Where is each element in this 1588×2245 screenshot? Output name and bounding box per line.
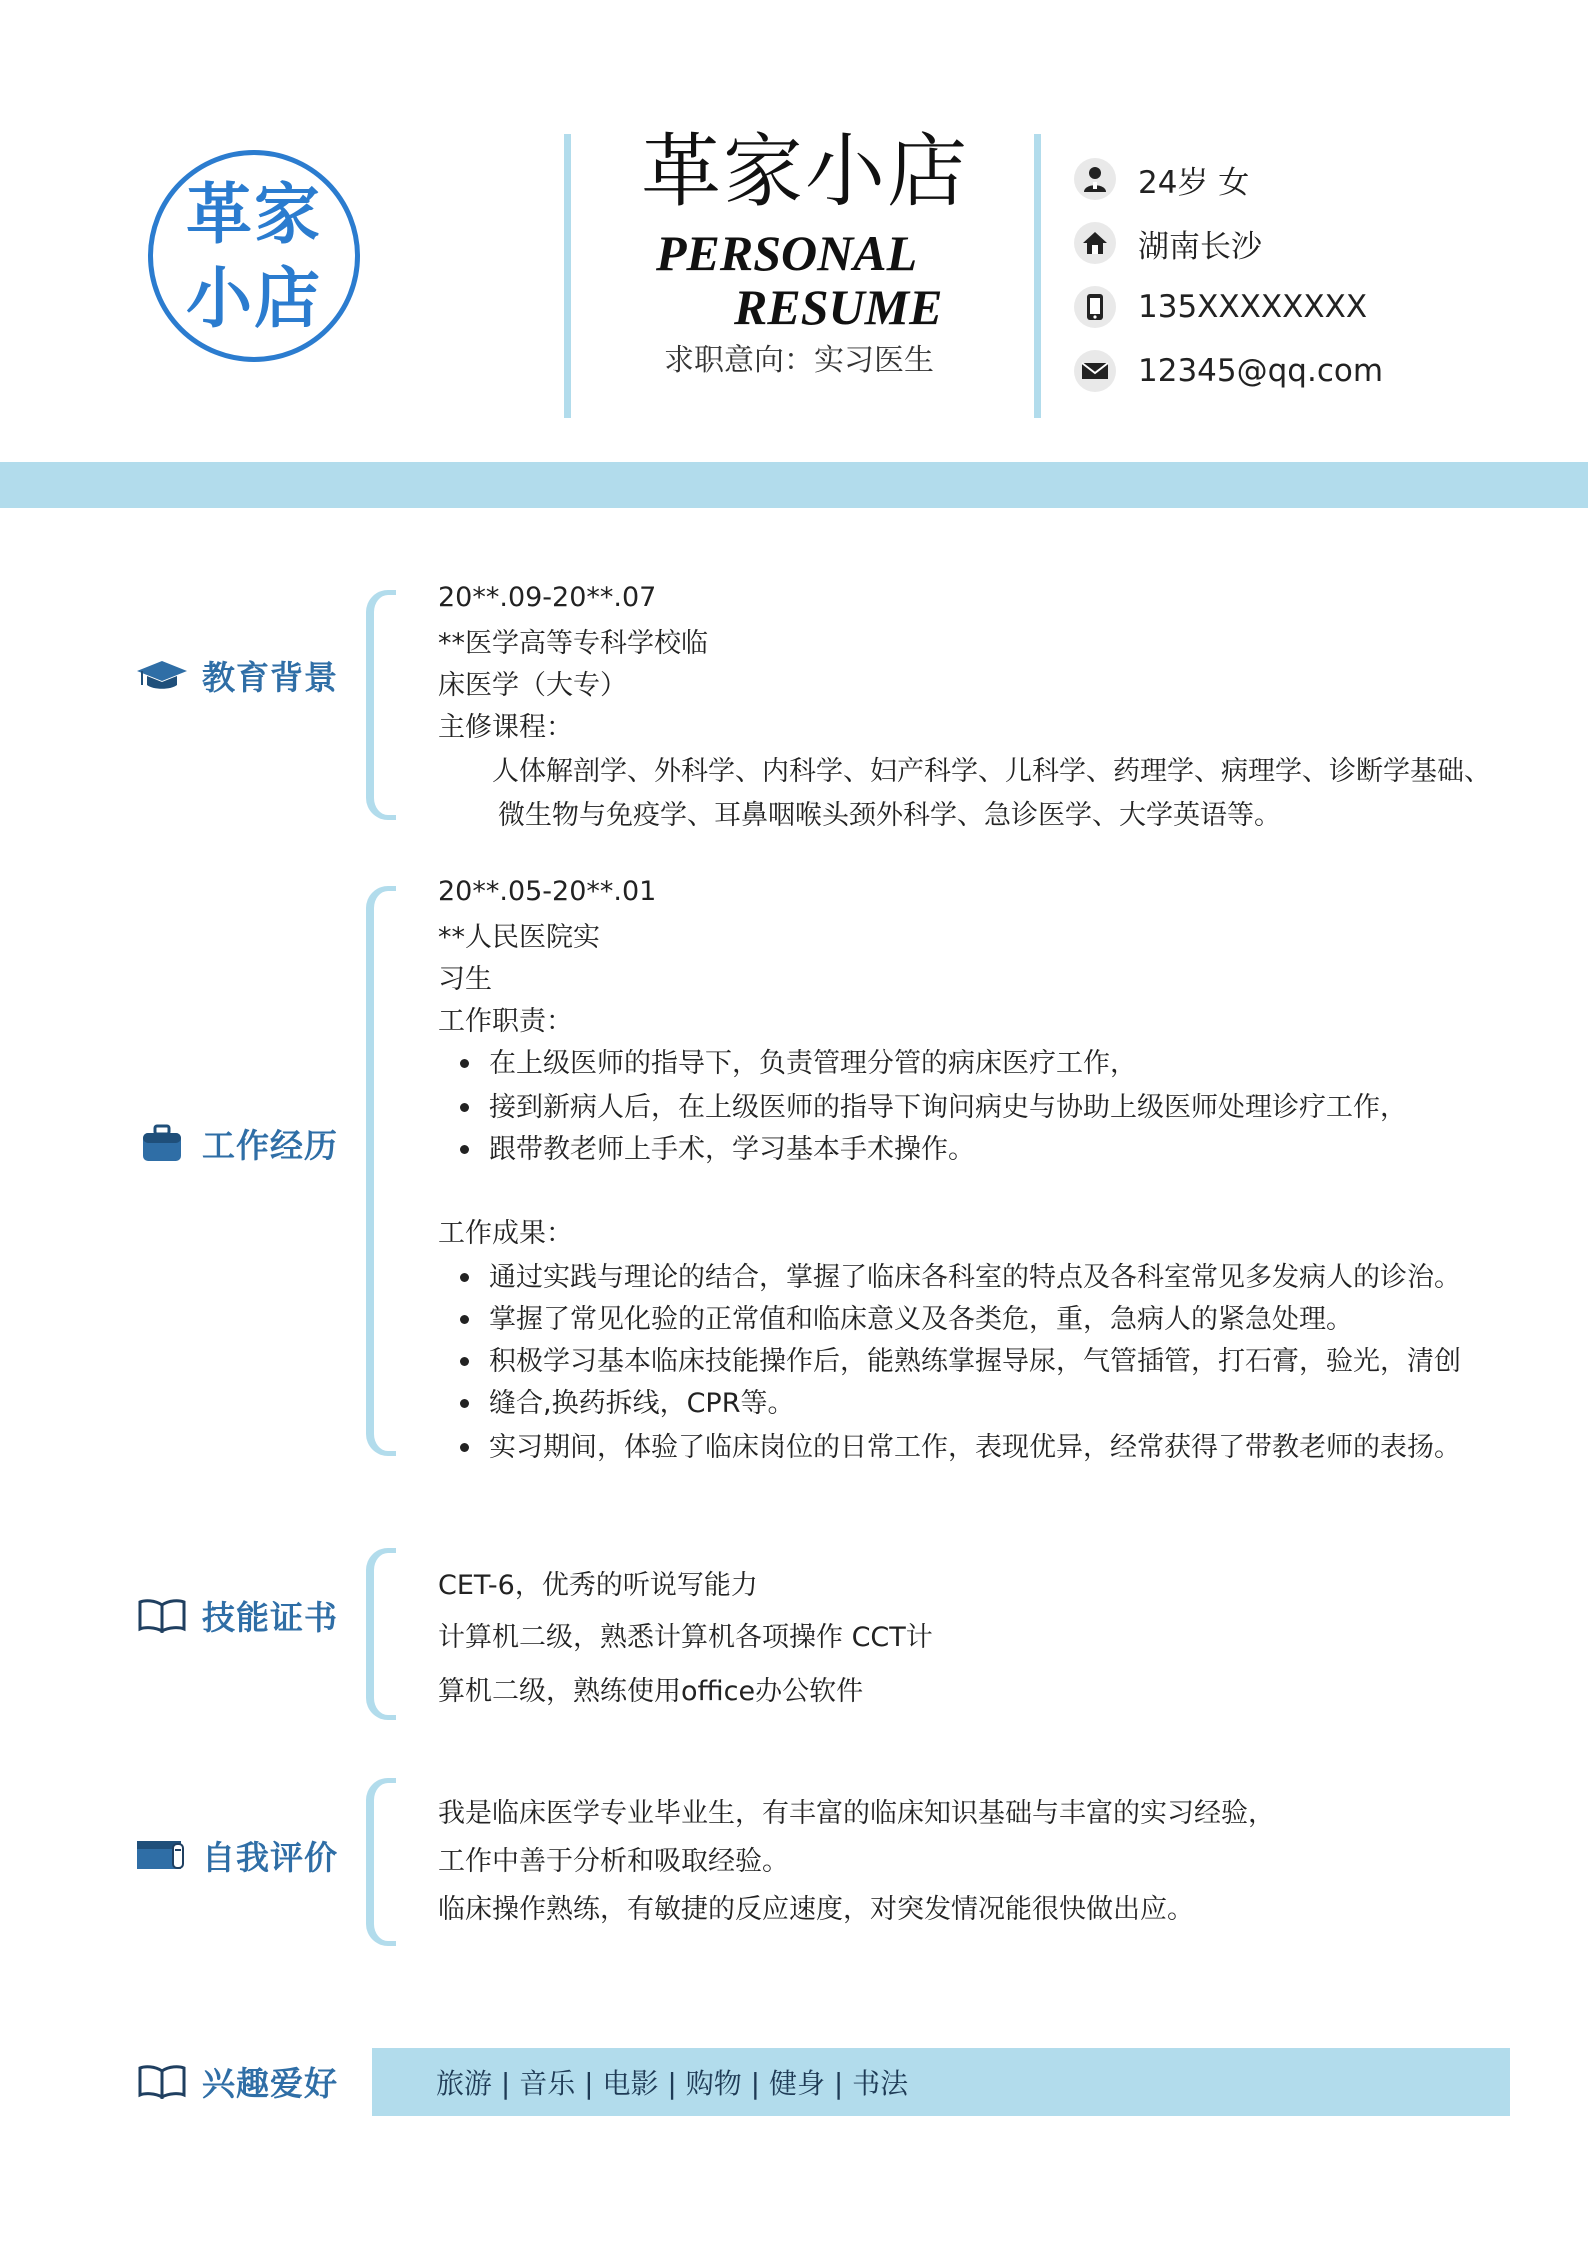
hobbies-band [372, 2048, 1510, 2116]
skill-item: 计算机二级，熟悉计算机各项操作 CCT计 [438, 1622, 933, 1653]
work-date: 20**.05-20**.01 [438, 876, 657, 907]
self-eval-line: 工作中善于分析和吸取经验。 [438, 1846, 789, 1877]
education-courses: 微生物与免疫学、耳鼻咽喉头颈外科学、急诊医学、大学英语等。 [498, 800, 1281, 831]
contact-text: 湖南长沙 [1138, 228, 1262, 265]
self-eval-line: 临床操作熟练，有敏捷的反应速度，对突发情况能很快做出应。 [438, 1894, 1194, 1925]
header-divider-right [1034, 134, 1041, 418]
section-skills-label [134, 1590, 338, 1640]
education-courses-label: 主修课程： [438, 712, 573, 743]
section-title: 兴趣爱好 [202, 2063, 338, 2103]
work-duties-label: 工作职责： [438, 1006, 573, 1037]
contact-text: 24岁 女 [1138, 164, 1250, 201]
list-item: 在上级医师的指导下，负责管理分管的病床医疗工作， [460, 1050, 1137, 1077]
personal-heading: PERSONAL [656, 225, 918, 281]
list-item: 积极学习基本临床技能操作后，能熟练掌握导尿，气管插管，打石膏，验光，清创 [460, 1348, 1461, 1375]
briefcase-icon [134, 1121, 190, 1165]
contact-email [1074, 348, 1383, 394]
header-band [0, 462, 1588, 508]
education-school: **医学高等专科学校临 [438, 628, 708, 659]
list-item: 跟带教老师上手术，学习基本手术操作。 [460, 1136, 975, 1163]
contact-age-gender [1074, 156, 1249, 202]
contact-location [1074, 220, 1262, 266]
education-date: 20**.09-20**.07 [438, 582, 657, 613]
self-eval-line: 我是临床医学专业毕业生，有丰富的临床知识基础与丰富的实习经验， [438, 1798, 1275, 1829]
contact-text: 12345@qq.com [1138, 353, 1384, 389]
contact-phone [1074, 284, 1367, 330]
list-item: 通过实践与理论的结合，掌握了临床各科室的特点及各科室常见多发病人的诊治。 [460, 1264, 1461, 1291]
phone-icon [1074, 286, 1116, 328]
section-title: 技能证书 [202, 1597, 338, 1637]
skill-item: CET-6，优秀的听说写能力 [438, 1570, 758, 1601]
self-eval-bracket [366, 1778, 396, 1946]
section-hobbies-label [134, 2056, 338, 2106]
section-self-eval-label [134, 1830, 338, 1880]
skills-bracket [366, 1548, 396, 1720]
logo-seal [148, 150, 360, 362]
hobbies-list: 旅游 | 音乐 | 电影 | 购物 | 健身 | 书法 [436, 2067, 909, 2100]
work-results-label: 工作成果： [438, 1218, 573, 1249]
book-icon [134, 1593, 190, 1637]
work-role: 习生 [438, 964, 492, 995]
pen-card-icon [134, 1833, 190, 1877]
list-item: 接到新病人后，在上级医师的指导下询问病史与协助上级医师处理诊疗工作， [460, 1094, 1407, 1121]
header-divider-left [564, 134, 571, 418]
education-courses: 人体解剖学、外科学、内科学、妇产科学、儿科学、药理学、病理学、诊断学基础、 [492, 756, 1491, 787]
book-icon [134, 2059, 190, 2103]
section-title: 工作经历 [202, 1125, 338, 1165]
section-title: 自我评价 [202, 1837, 338, 1877]
resume-name: 革家小店 [641, 125, 969, 218]
list-item: 缝合,换药拆线，CPR等。 [460, 1390, 794, 1417]
resume-heading: RESUME [734, 279, 943, 335]
section-title: 教育背景 [202, 657, 338, 697]
section-education-label [134, 650, 338, 700]
education-bracket [366, 590, 396, 820]
mail-icon [1074, 350, 1116, 392]
work-bracket [366, 886, 396, 1456]
contact-text: 135XXXXXXXX [1138, 289, 1368, 325]
graduation-cap-icon [134, 653, 190, 697]
education-major: 床医学（大专） [438, 670, 627, 701]
logo-text-line1: 革家 [186, 175, 322, 253]
work-org: **人民医院实 [438, 922, 600, 953]
home-icon [1074, 222, 1116, 264]
list-item: 掌握了常见化验的正常值和临床意义及各类危，重，急病人的紧急处理。 [460, 1306, 1353, 1333]
logo-text-line2: 小店 [186, 259, 322, 337]
section-work-label [134, 1118, 338, 1168]
job-objective: 求职意向：实习医生 [664, 343, 934, 378]
skill-item: 算机二级，熟练使用office办公软件 [438, 1676, 864, 1707]
list-item: 实习期间，体验了临床岗位的日常工作，表现优异，经常获得了带教老师的表扬。 [460, 1434, 1461, 1461]
person-icon [1074, 158, 1116, 200]
